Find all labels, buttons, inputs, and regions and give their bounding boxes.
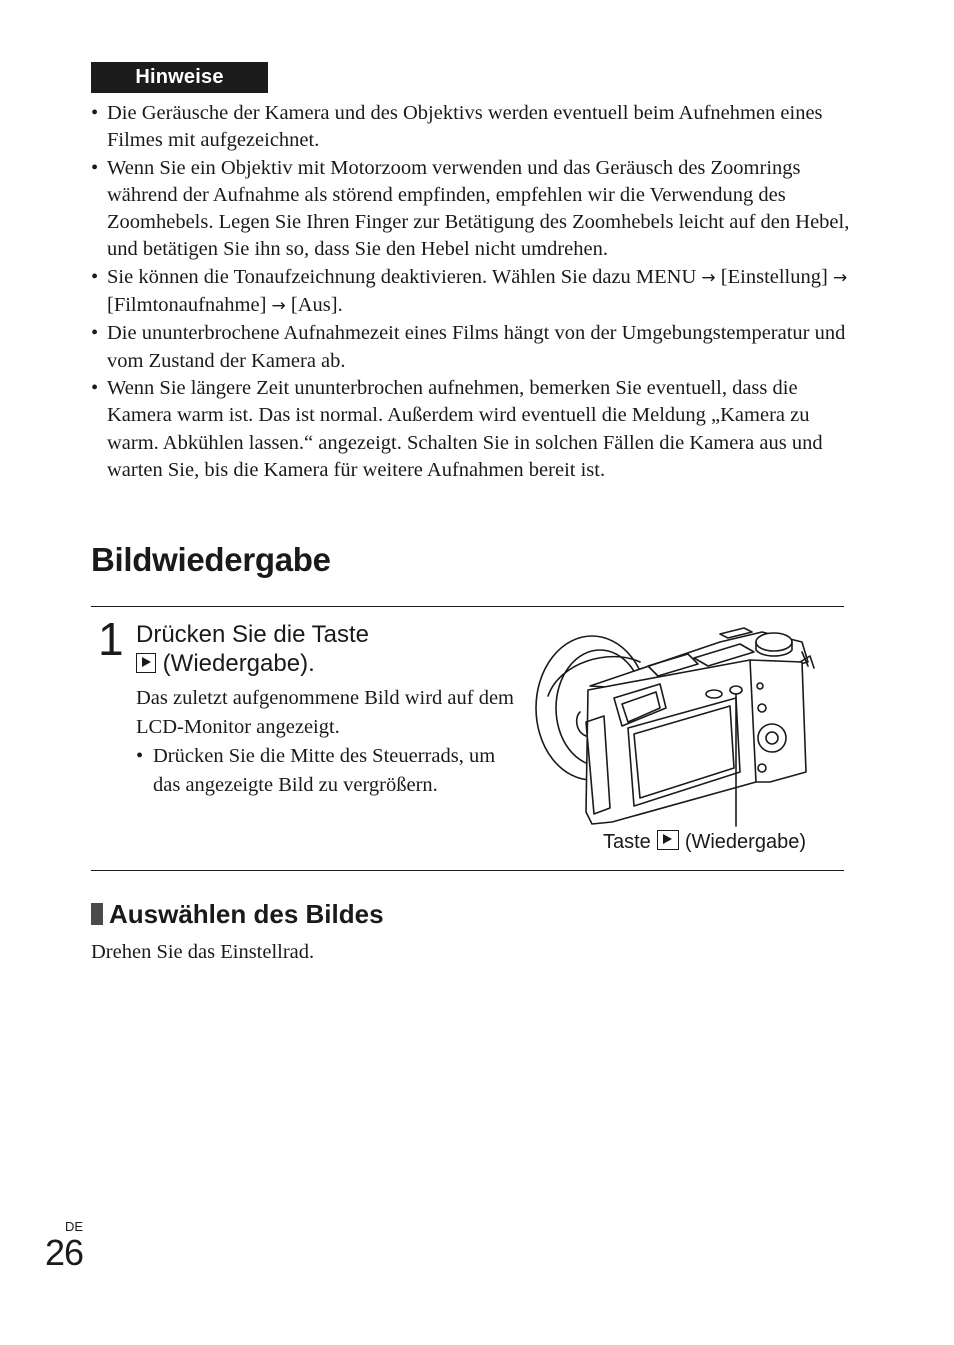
notes-list	[91, 100, 851, 484]
note-menu-intro: Sie können die Tonaufzeichnung deaktivieren. Wählen Sie dazu MENU	[107, 265, 697, 288]
step-number: 1	[98, 613, 124, 665]
step-title	[136, 620, 369, 678]
arrow-right-icon: →	[271, 296, 286, 317]
note-item: • Wenn Sie längere Zeit ununterbrochen aufnehmen, bemerken Sie eventuell, dass die Kamera warm ist. Das ist normal. Außerdem wird eventuell die Meldung „Kamera zu warm. Abkühlen lassen.“ angezeigt. Schalten Sie in solchen Fällen die Kamera aus und warten Sie, bis die Kamera für weitere Aufnahmen bereit ist.	[91, 375, 851, 484]
play-icon	[657, 830, 679, 850]
caption-suffix: (Wiedergabe)	[684, 831, 806, 853]
step-title-line2-text: (Wiedergabe).	[162, 650, 315, 677]
section-title: Bildwiedergabe	[91, 541, 331, 578]
step-title-line2	[136, 649, 369, 678]
subsection-title	[91, 898, 384, 930]
arrow-right-icon: →	[832, 267, 848, 288]
camera-illustration	[530, 622, 820, 830]
hinweise-label: Hinweise	[91, 62, 268, 93]
step-body	[136, 684, 516, 800]
step-bullet: • Drücken Sie die Mitte des Steuerrads, um das angezeigte Bild zu vergrößern.	[136, 742, 516, 800]
step-description: Das zuletzt aufgenommene Bild wird auf dem LCD-Monitor angezeigt.	[136, 687, 514, 738]
menu-step-aus: [Aus]	[290, 294, 338, 317]
menu-step-einstellung: [Einstellung]	[720, 265, 828, 288]
note-item: • Wenn Sie ein Objektiv mit Motorzoom verwenden und das Geräusch des Zoomrings während der Aufnahme als störend empfinden, empfehlen wir die Verwendung des Zoomhebels. Legen Sie Ihren Finger zur Betätigung des Zoomhebels leicht auf den Hebel, und betätigen Sie ihn so, dass Sie den Hebel nicht umdrehen.	[91, 155, 851, 264]
divider-bottom	[91, 870, 844, 871]
play-icon	[136, 653, 156, 673]
arrow-right-icon: →	[701, 267, 716, 288]
divider-top	[91, 606, 844, 607]
step-title-line1: Drücken Sie die Taste	[136, 621, 370, 648]
page-language: DE	[65, 1219, 84, 1234]
subsection-title-text: Auswählen des Bildes	[109, 899, 384, 929]
note-item: • Die ununterbrochene Aufnahmezeit eines Films hängt von der Umgebungstemperatur und vom Zustand der Kamera ab.	[91, 320, 851, 375]
menu-end: .	[337, 294, 343, 317]
subsection-text: Drehen Sie das Einstellrad.	[91, 941, 315, 963]
figure-caption	[603, 829, 806, 855]
caption-prefix: Taste	[603, 831, 651, 853]
menu-step-filmtonaufnahme: [Filmtonaufnahme]	[107, 294, 267, 317]
section-marker-icon	[91, 903, 103, 925]
note-item: • Die Geräusche der Kamera und des Objektivs werden eventuell beim Aufnehmen eines Filmes mit aufgezeichnet.	[91, 100, 851, 155]
page-number: 26	[45, 1232, 84, 1273]
note-item-menu	[91, 264, 851, 321]
